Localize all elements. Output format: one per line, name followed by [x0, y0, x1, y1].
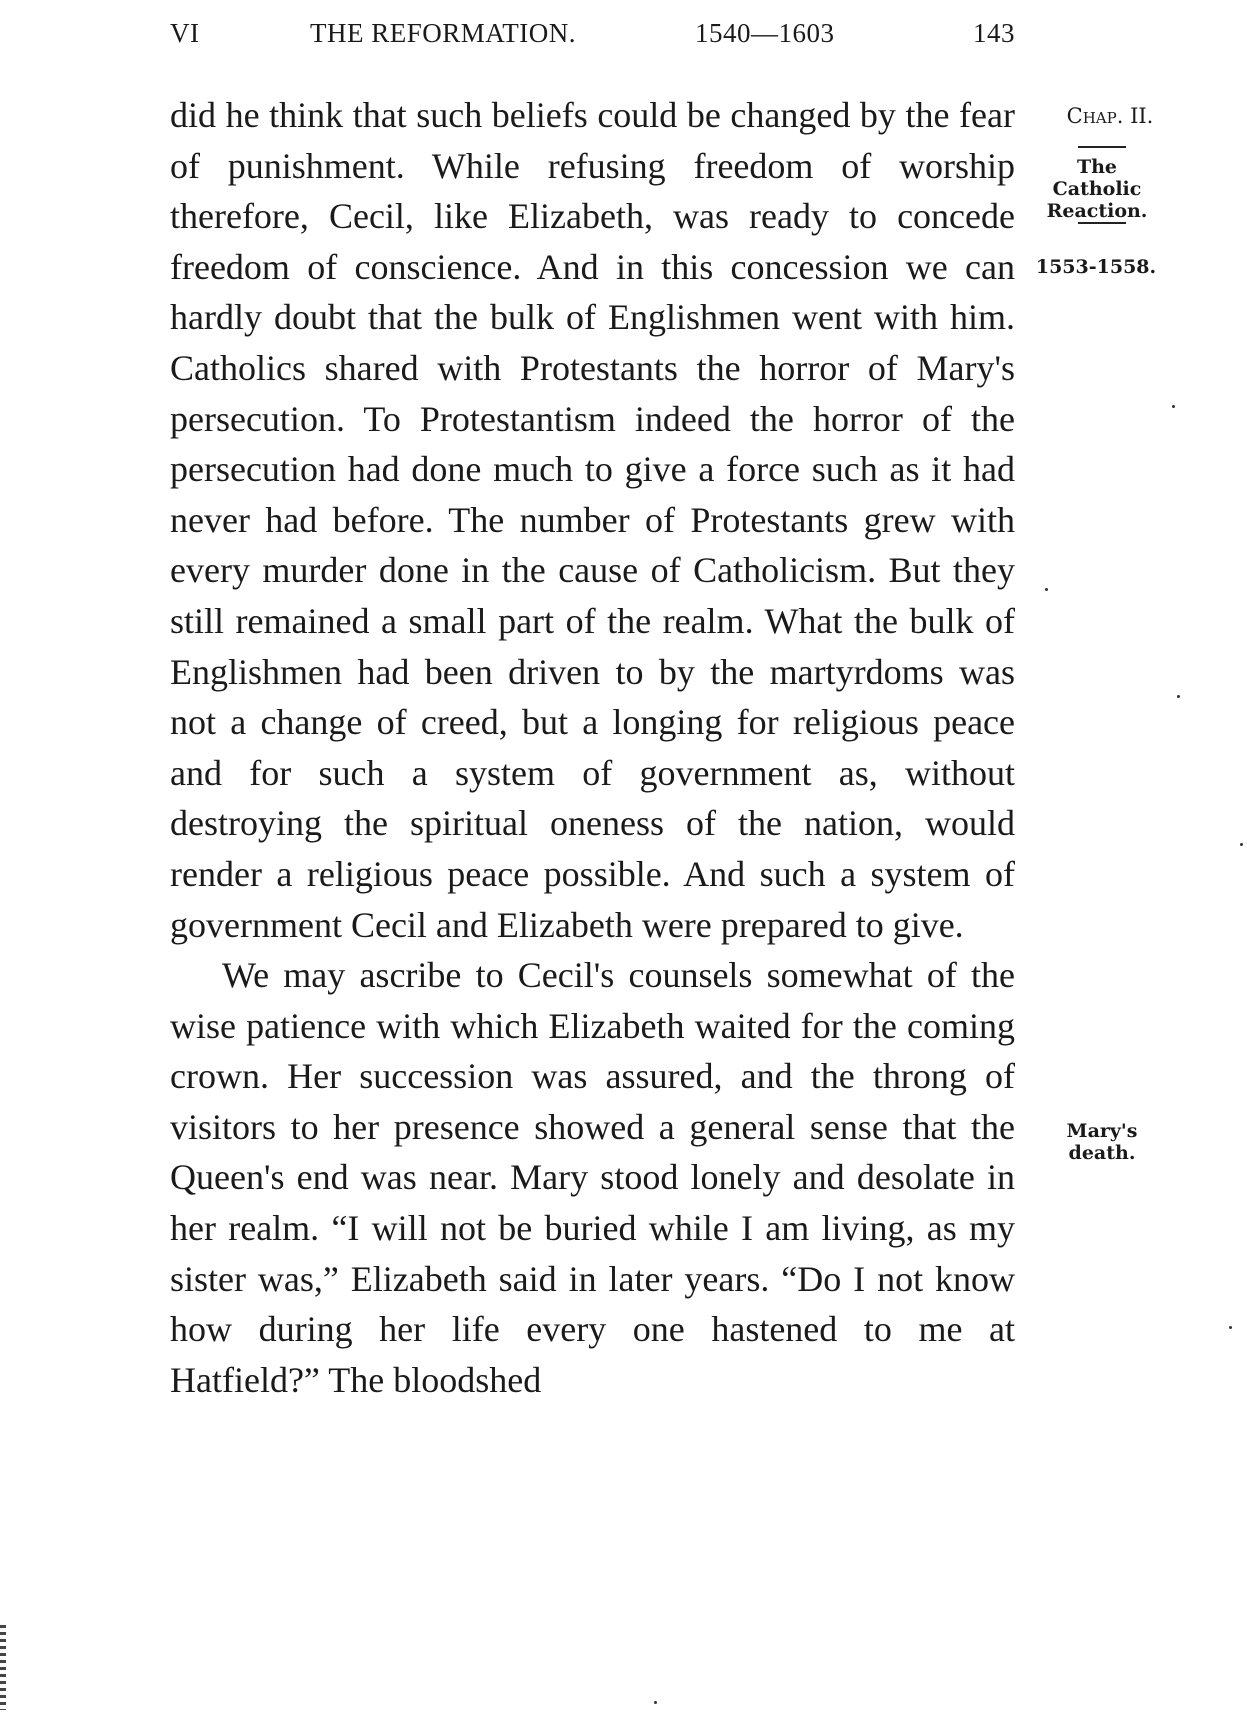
scan-edge-mark [0, 1625, 6, 1710]
sidenote-chapter: Chap. II. [1066, 104, 1154, 128]
main-text [170, 90, 1015, 1405]
running-title: THE REFORMATION. [310, 18, 577, 48]
print-speck [654, 1701, 657, 1704]
print-speck [1177, 695, 1180, 698]
sidenote-divider [1078, 222, 1126, 224]
paragraph: We may ascribe to Cecil's counsels somewhat of the wise patience with which Elizabeth waited for the coming crown. Her succession was assured, and the throng of visitors to her presence showed a general sense that the Queen's end was near. Mary stood lonely and desolate in her realm. “I will not be buried while I am living, as my sister was,” Elizabeth said in later years. “Do I not know how during her life every one hastened to me at Hatfield?” The bloodshed [170, 955, 1015, 1400]
header-dates: 1540—1603 [695, 18, 835, 48]
page-number: 143 [973, 18, 1015, 48]
sidenote-topic: The Catholic Reaction. [1046, 156, 1148, 222]
sidenote-topic: Mary's death. [1066, 1120, 1138, 1164]
paragraph: did he think that such beliefs could be changed by the fear of punishment. While refusing freedom of worship therefore, Cecil, like Elizabeth, was ready to concede freedom of conscience. And in this concession we can hardly doubt that the bulk of Englishmen went with him. Catholics shared with Protestants the horror of Mary's persecution. To Protestantism indeed the horror of the persecution had done much to give a force such as it had never had before. The number of Protestants grew with every murder done in the cause of Catholicism. But they still remained a small part of the realm. What the bulk of Englishmen had been driven to by the martyrdoms was not a change of creed, but a longing for religious peace and for such a system of government as, without destroying the spiritual oneness of the nation, would render a religious peace possible. And such a system of government Cecil and Elizabeth were prepared to give. [170, 95, 1015, 945]
print-speck [1240, 843, 1243, 846]
print-speck [1229, 1326, 1232, 1329]
sidenote-years: 1553-1558. [1035, 256, 1157, 278]
sidenote-divider [1078, 146, 1126, 148]
print-speck [1172, 405, 1175, 408]
print-speck [1045, 588, 1048, 591]
section-number: VI [170, 18, 200, 48]
running-header [170, 18, 1015, 58]
